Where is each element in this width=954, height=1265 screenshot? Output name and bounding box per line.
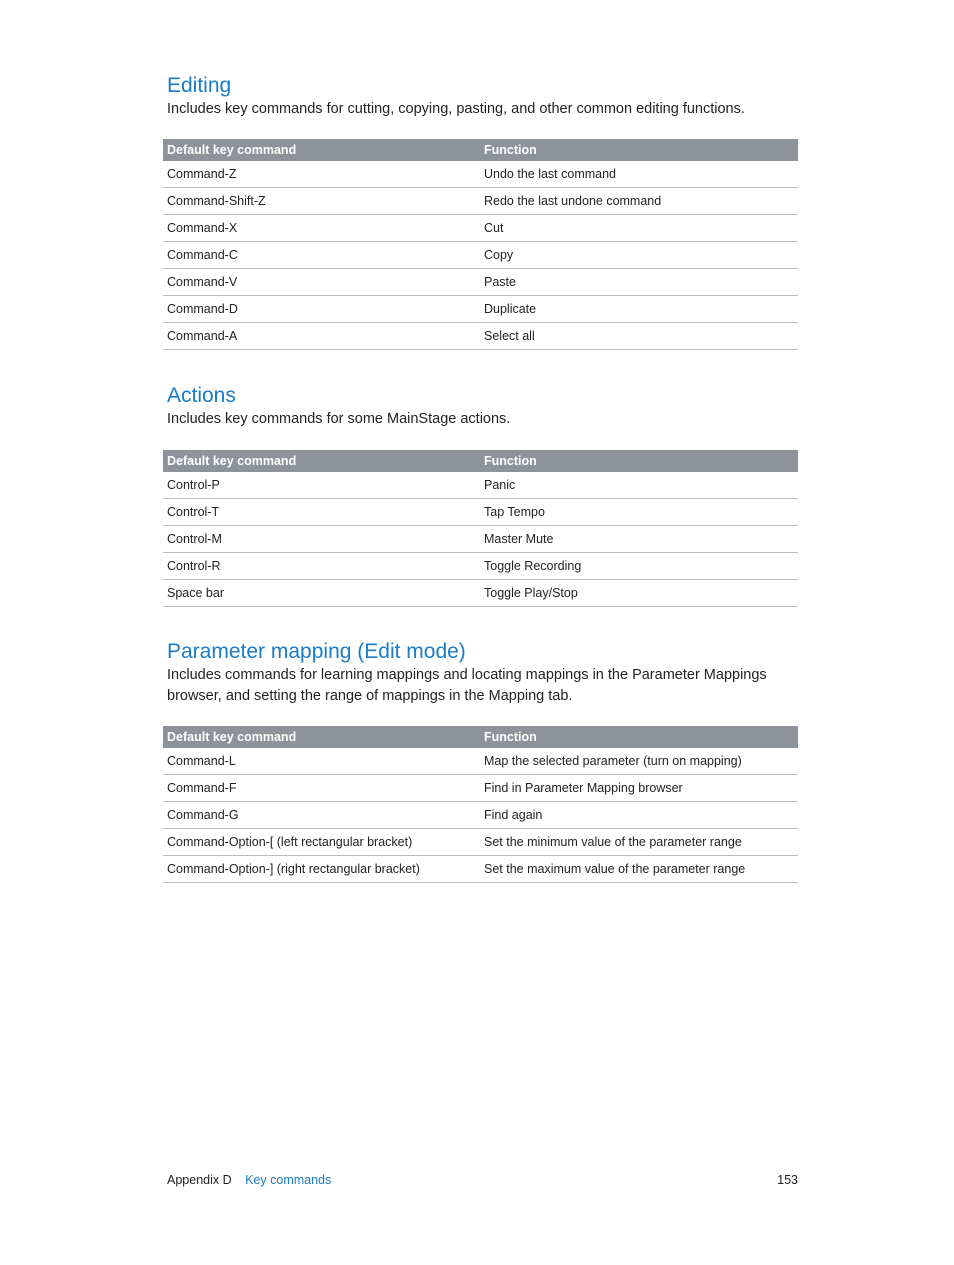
section-title: Actions (167, 384, 236, 407)
table-row (163, 802, 798, 829)
function-cell: Toggle Recording (480, 553, 798, 580)
function-cell: Find in Parameter Mapping browser (480, 775, 798, 802)
key-command-cell: Command-C (163, 242, 480, 269)
section-title: Editing (167, 74, 232, 97)
function-cell: Copy (480, 242, 798, 269)
page-footer (167, 1173, 798, 1187)
table-row (163, 748, 798, 775)
function-cell: Find again (480, 802, 798, 829)
function-cell: Master Mute (480, 526, 798, 553)
column-header-function: Function (480, 726, 798, 748)
table-row (163, 856, 798, 883)
key-command-cell: Command-Option-[ (left rectangular bracket) (163, 829, 480, 856)
key-command-cell: Command-Z (163, 161, 480, 188)
function-cell: Map the selected parameter (turn on mapping) (480, 748, 798, 775)
section-parameter-mapping (163, 639, 798, 883)
footer-appendix-label: Appendix D (167, 1173, 232, 1187)
table-header-row (163, 450, 798, 472)
key-command-table (163, 450, 798, 607)
section-intro: Includes commands for learning mappings and locating mappings in the Parameter Mappings browser, and setting the range of mappings in the Mapping tab. (167, 667, 767, 704)
section-intro: Includes key commands for some MainStage actions. (167, 411, 511, 427)
section-title: Parameter mapping (Edit mode) (167, 640, 466, 663)
key-command-cell: Command-V (163, 269, 480, 296)
table-row (163, 161, 798, 188)
table-row (163, 775, 798, 802)
table-header-row (163, 726, 798, 748)
key-command-cell: Command-Option-] (right rectangular bracket) (163, 856, 480, 883)
function-cell: Undo the last command (480, 161, 798, 188)
table-row (163, 472, 798, 499)
key-command-cell: Command-D (163, 296, 480, 323)
key-command-cell: Control-P (163, 472, 480, 499)
key-command-cell: Control-R (163, 553, 480, 580)
key-command-table (163, 139, 798, 350)
table-row (163, 215, 798, 242)
column-header-function: Function (480, 450, 798, 472)
function-cell: Select all (480, 323, 798, 350)
table-row (163, 242, 798, 269)
table-row (163, 499, 798, 526)
function-cell: Duplicate (480, 296, 798, 323)
key-command-cell: Control-T (163, 499, 480, 526)
key-command-cell: Command-A (163, 323, 480, 350)
section-editing (163, 73, 798, 350)
table-row (163, 188, 798, 215)
function-cell: Toggle Play/Stop (480, 580, 798, 607)
page-number: 153 (777, 1173, 798, 1187)
key-command-cell: Control-M (163, 526, 480, 553)
table-row (163, 296, 798, 323)
key-command-cell: Command-F (163, 775, 480, 802)
column-header-function: Function (480, 139, 798, 161)
section-intro: Includes key commands for cutting, copying, pasting, and other common editing functions. (167, 101, 745, 117)
key-command-cell: Command-L (163, 748, 480, 775)
function-cell: Set the maximum value of the parameter range (480, 856, 798, 883)
key-command-table (163, 726, 798, 883)
key-command-cell: Command-G (163, 802, 480, 829)
function-cell: Panic (480, 472, 798, 499)
key-command-cell: Space bar (163, 580, 480, 607)
function-cell: Cut (480, 215, 798, 242)
column-header-key-command: Default key command (163, 139, 480, 161)
column-header-key-command: Default key command (163, 726, 480, 748)
section-actions (163, 383, 798, 607)
table-row (163, 323, 798, 350)
table-header-row (163, 139, 798, 161)
column-header-key-command: Default key command (163, 450, 480, 472)
table-row (163, 526, 798, 553)
function-cell: Set the minimum value of the parameter range (480, 829, 798, 856)
function-cell: Paste (480, 269, 798, 296)
function-cell: Tap Tempo (480, 499, 798, 526)
key-command-cell: Command-X (163, 215, 480, 242)
function-cell: Redo the last undone command (480, 188, 798, 215)
table-row (163, 829, 798, 856)
table-row (163, 580, 798, 607)
table-row (163, 269, 798, 296)
footer-chapter-link[interactable]: Key commands (245, 1173, 332, 1187)
key-command-cell: Command-Shift-Z (163, 188, 480, 215)
table-row (163, 553, 798, 580)
